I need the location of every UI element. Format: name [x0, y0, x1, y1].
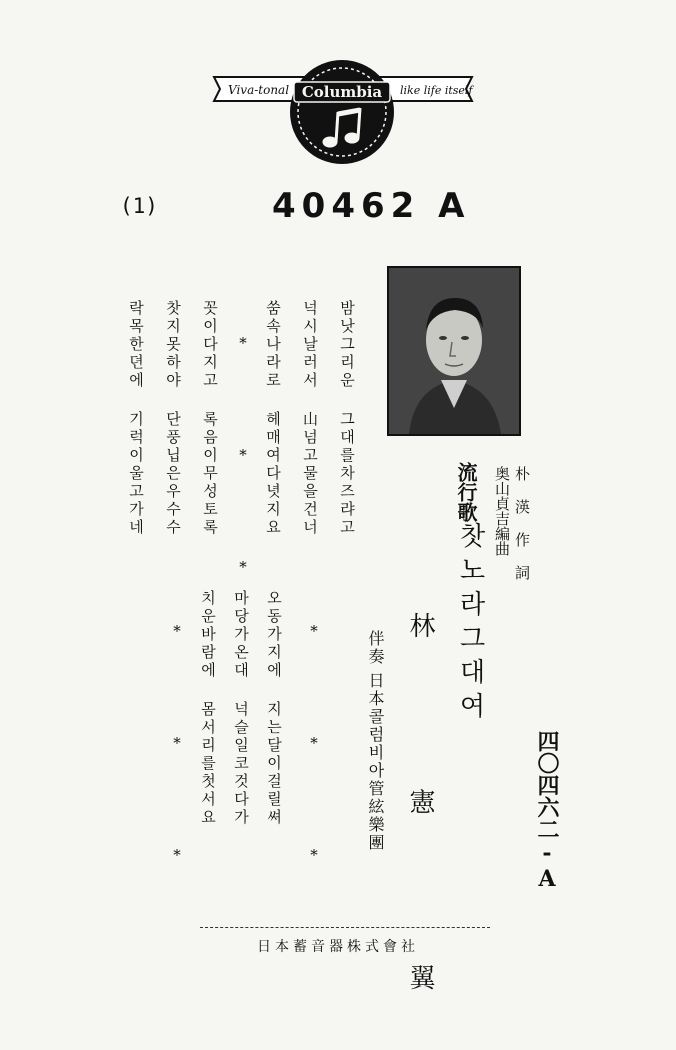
stars-divider: * * * — [305, 622, 323, 902]
footer-divider — [200, 927, 490, 928]
lyricist-credit: 朴 渶 作 詞 — [513, 466, 531, 580]
columbia-logo — [288, 58, 396, 166]
logo-right-motto: like life itself — [400, 84, 473, 97]
lyric-line: 밤낫그리운 그대를차즈랴고 — [338, 300, 356, 537]
lyric-line: 넉시날러서 山넘고물을건너 — [301, 300, 319, 537]
song-genre: 流行歌 — [454, 462, 478, 522]
song-title: 찻노라그대여 — [455, 522, 485, 726]
stars-divider: * * * — [234, 334, 252, 614]
lyric-line: 쑴속나라로 헤매여다녓지요 — [264, 300, 282, 537]
catalog-number: 40462 A — [272, 186, 471, 226]
catalog-number-kanji: 四〇四六二-A — [534, 730, 560, 892]
composer-credit: 奥山貞吉編曲 — [493, 466, 511, 556]
lyric-line: 찻지못하야 단풍닙은우수수 — [164, 300, 182, 537]
company-name: 日本蓄音器株式會社 — [257, 939, 419, 955]
lyric-line: 락목한뎐에 기럭이울고가네 — [127, 300, 145, 537]
lyric-line: 꼿이다지고 록음이무성토록 — [201, 300, 219, 537]
logo-brand: Columbia — [301, 83, 383, 101]
lyric-line: 마당가온대 넉슬일코것다가 — [232, 590, 250, 827]
stars-divider: * * * — [168, 622, 186, 902]
lyric-line: 치운바람에 몸서리를첫서요 — [199, 590, 217, 827]
logo-left-motto: Viva-tonal — [228, 83, 290, 97]
singer-photo — [387, 266, 521, 436]
lyric-line: 오동가지에 지는달이걸릴쎠 — [265, 590, 283, 827]
side-index: (1) — [120, 194, 158, 218]
singer-name: 林 憲 翼 — [405, 612, 435, 1050]
accompaniment-label: 伴奏 — [366, 630, 385, 666]
portrait-image — [389, 268, 519, 434]
accompaniment-name: 日本콜럼비아管絃樂團 — [366, 672, 385, 852]
